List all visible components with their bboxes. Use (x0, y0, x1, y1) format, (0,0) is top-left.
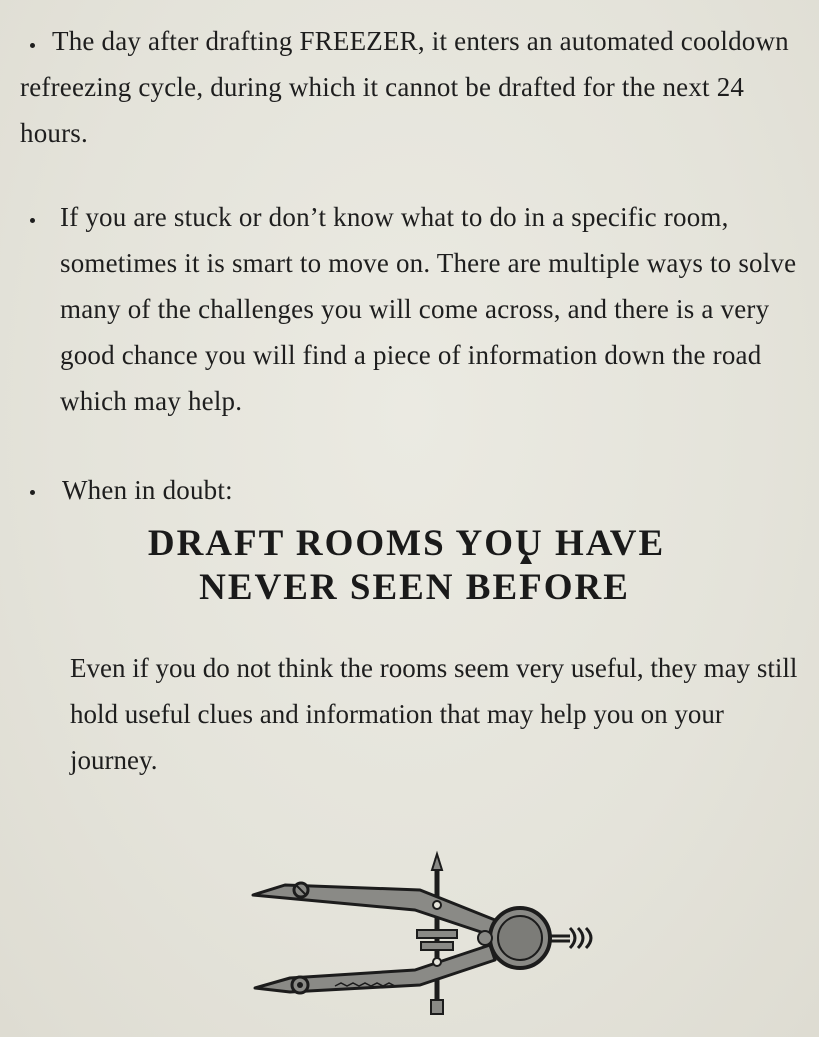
bullet-dot (30, 218, 35, 223)
tip-freezer: The day after drafting FREEZER, it enters an automated cooldown refreezing cycle, during which it cannot be drafted for the next 24 hours. (20, 26, 789, 148)
tip-when-in-doubt: When in doubt: (62, 475, 233, 505)
drafting-compass-icon (245, 850, 615, 1025)
tip-move-on: If you are stuck or don’t know what to do in a specific room, sometimes it is smart to move on. There are multiple ways to solve many of the challenges you will come across, and there is a very good chance you will find a piece of information down the road which may help. (60, 202, 797, 416)
bullet-dot (30, 490, 35, 495)
caret-mark-icon (520, 553, 532, 564)
advice-paragraph: Even if you do not think the rooms seem very useful, they may still hold useful clues and information that may help you on your journey. (70, 653, 798, 775)
heading-line-2: NEVER SEEN BEFORE (199, 567, 630, 608)
heading-line-1: DRAFT ROOMS YOU HAVE (147, 523, 666, 564)
